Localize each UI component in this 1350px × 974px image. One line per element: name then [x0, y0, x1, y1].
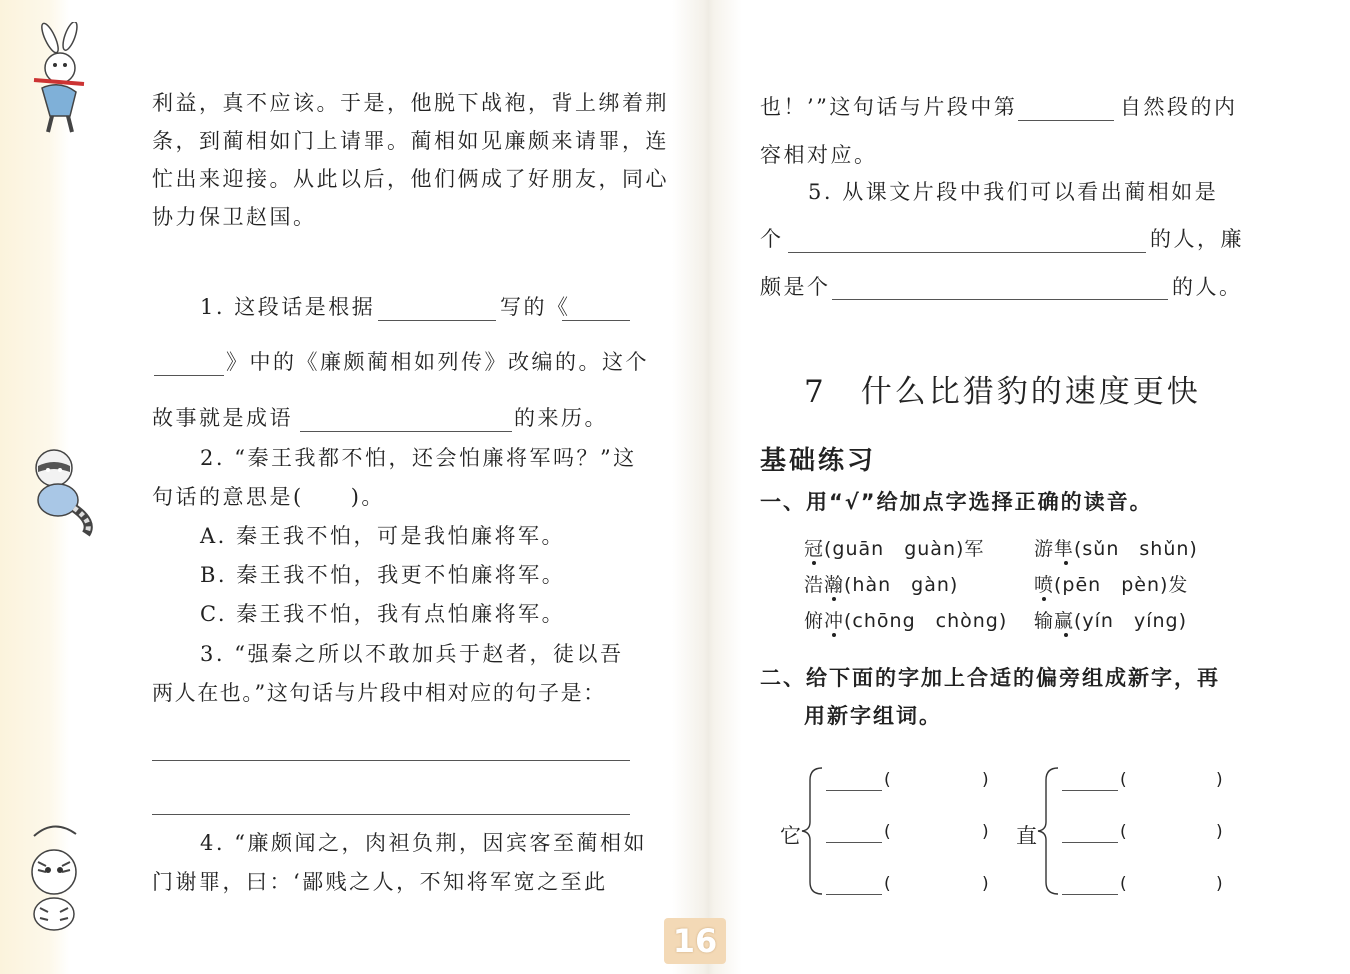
pinyin-choice[interactable]: 喷(pēn pèn)发 [1034, 574, 1189, 596]
q1-text-d: 故事就是成语 [152, 406, 293, 430]
passage-line: 忙出来迎接。从此以后，他们俩成了好朋友，同心 [152, 167, 669, 191]
q4-cont-b: 自然段的内 [1120, 95, 1238, 119]
emphasis-dot [1042, 597, 1046, 601]
q4-blank-paragraph[interactable] [1018, 120, 1114, 121]
q5-text-c: 颇是个 [760, 275, 831, 299]
new-char-blank[interactable] [1062, 842, 1118, 843]
open-paren: ( [884, 822, 891, 842]
passage-line: 利益，真不应该。于是，他脱下战袍，背上绑着荆 [152, 91, 669, 115]
new-char-blank[interactable] [1062, 894, 1118, 895]
emphasis-dot [832, 597, 836, 601]
open-paren: ( [884, 770, 891, 790]
open-paren: ( [1120, 874, 1127, 894]
q2-option-a[interactable]: A. 秦王我不怕，可是我怕廉将军。 [200, 524, 566, 548]
q1-blank-book-a[interactable] [562, 320, 630, 321]
open-paren: ( [1120, 822, 1127, 842]
q1-text-e: 的来历。 [514, 406, 608, 430]
q3-line1: 3. “强秦之所以不敢加兵于赵者，徒以吾 [200, 642, 624, 666]
q2-line1: 2. “秦王我都不怕，还会怕廉将军吗？”这 [200, 446, 637, 470]
q2-option-b[interactable]: B. 秦王我不怕，我更不怕廉将军。 [200, 563, 566, 587]
q5-blank-lin[interactable] [788, 252, 1146, 253]
q1-text-a: 1. 这段话是根据 [200, 295, 376, 319]
q5-text-d: 的人。 [1172, 275, 1243, 299]
passage-line: 条，到蔺相如门上请罪。蔺相如见廉颇来请罪，连 [152, 129, 669, 153]
emphasis-dot [832, 633, 836, 637]
q5-text-a: 个 [760, 227, 784, 251]
q2-line2: 句话的意思是( )。 [152, 485, 385, 509]
close-paren: ) [1216, 770, 1223, 790]
brace-icon [1036, 766, 1060, 896]
rabbit-mascot-icon [14, 22, 94, 134]
page-number: 16 [664, 918, 726, 964]
q1-text-c: 》中的《廉颇蔺相如列传》改编的。这个 [226, 350, 649, 374]
close-paren: ) [982, 874, 989, 894]
emphasis-dot [1064, 633, 1068, 637]
section-title: 基础练习 [760, 446, 877, 476]
pinyin-choice[interactable]: 游隼(sǔn shǔn) [1034, 538, 1198, 560]
base-char-ta: 它 [780, 824, 801, 848]
pinyin-choice[interactable]: 输赢(yín yíng) [1034, 610, 1188, 632]
q5-text-b: 的人，廉 [1150, 227, 1244, 251]
q1-blank-idiom[interactable] [300, 431, 512, 432]
q5-line1: 5. 从课文片段中我们可以看出蔺相如是 [808, 180, 1219, 204]
tiger-mascot-icon [14, 818, 94, 936]
brace-icon [800, 766, 824, 896]
q1-text-b: 写的《 [500, 295, 571, 319]
q5-blank-lian[interactable] [832, 299, 1168, 300]
q1-blank-book-b[interactable] [154, 375, 224, 376]
q3-answer-line[interactable] [152, 814, 630, 815]
book-gutter [672, 0, 742, 974]
new-char-blank[interactable] [1062, 790, 1118, 791]
close-paren: ) [982, 770, 989, 790]
pinyin-choice[interactable]: 冠(guān guàn)军 [804, 538, 985, 560]
q4-line2: 门谢罪，曰：‘鄙贱之人，不知将军宽之至此 [152, 870, 608, 894]
q2-option-c[interactable]: C. 秦王我不怕，我有点怕廉将军。 [200, 602, 566, 626]
q4-cont-a: 也！’”这句话与片段中第 [760, 95, 1018, 119]
open-paren: ( [1120, 770, 1127, 790]
passage-line: 协力保卫赵国。 [152, 205, 317, 229]
emphasis-dot [1064, 561, 1068, 565]
new-char-blank[interactable] [826, 842, 882, 843]
task2-heading-line1: 二、给下面的字加上合适的偏旁组成新字，再 [760, 666, 1220, 690]
task1-heading: 一、用“√”给加点字选择正确的读音。 [760, 490, 1153, 514]
new-char-blank[interactable] [826, 790, 882, 791]
base-char-zhi: 直 [1016, 824, 1037, 848]
emphasis-dot [812, 561, 816, 565]
raccoon-mascot-icon [12, 438, 102, 538]
q1-blank-source[interactable] [378, 320, 496, 321]
task2-heading-line2: 用新字组词。 [804, 704, 942, 728]
new-char-blank[interactable] [826, 894, 882, 895]
pinyin-choice[interactable]: 俯冲(chōng chòng) [804, 610, 1008, 632]
q4-line1: 4. “廉颇闻之，肉袒负荆，因宾客至蔺相如 [200, 831, 647, 855]
q4-cont-line2: 容相对应。 [760, 143, 878, 167]
close-paren: ) [1216, 822, 1223, 842]
q3-answer-line[interactable] [152, 760, 630, 761]
q3-line2: 两人在也。”这句话与片段中相对应的句子是： [152, 681, 606, 705]
open-paren: ( [884, 874, 891, 894]
pinyin-choice[interactable]: 浩瀚(hàn gàn) [804, 574, 959, 596]
close-paren: ) [982, 822, 989, 842]
close-paren: ) [1216, 874, 1223, 894]
chapter-title: 7 什么比猎豹的速度更快 [804, 374, 1201, 410]
